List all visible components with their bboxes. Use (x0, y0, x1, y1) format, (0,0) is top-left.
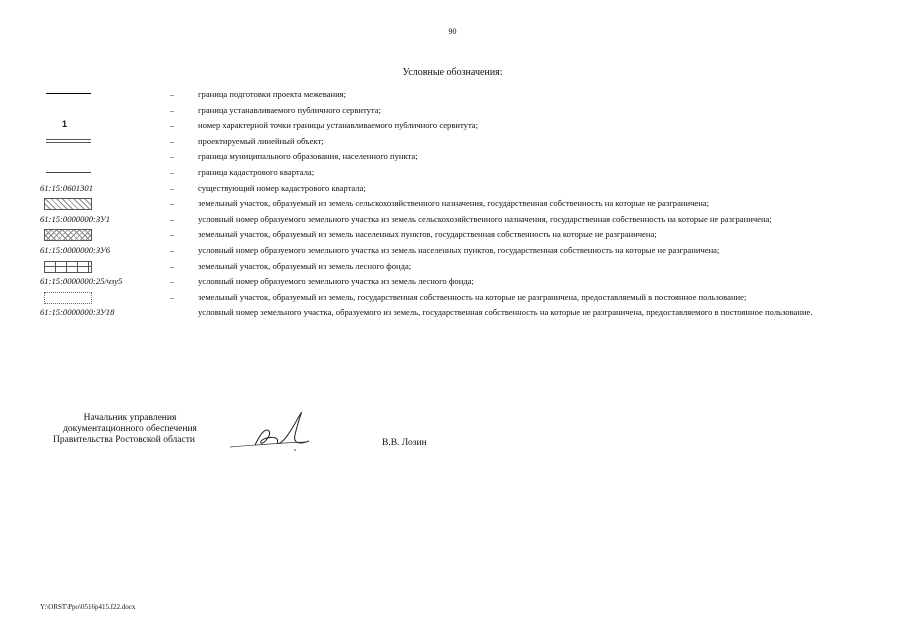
legend-dash: – (170, 166, 175, 177)
legend-item (40, 183, 860, 194)
legend-description: граница подготовки проекта межевания; (198, 89, 347, 99)
legend-symbol (40, 167, 170, 178)
legend-dash: – (170, 89, 175, 99)
legend-dash: – (170, 120, 175, 131)
legend-description: земельный участок, образуемый из земель населенных пунктов, государственная собственность на которые не разграничена; (198, 229, 657, 240)
double-line-icon (46, 139, 91, 143)
legend-list (40, 89, 860, 323)
legend-dash: – (170, 260, 175, 271)
legend-item (40, 292, 860, 303)
legend-code: 61:15:0000000:ЗУ1 (40, 213, 111, 224)
legend-item (40, 105, 860, 116)
footer-file-path: Y:\ORST\Ppo\0516p415.f22.docx (40, 603, 136, 611)
legend-dash: – (170, 135, 175, 146)
legend-dash: – (170, 291, 175, 302)
legend-item (40, 198, 860, 209)
legend-item (40, 229, 860, 240)
legend-description: условный номер образуемого земельного участка из земель лесного фонда; (198, 276, 474, 287)
legend-description: земельный участок, образуемый из земель лесного фонда; (198, 260, 412, 271)
signature-title-line: Правительства Ростовской области (53, 435, 195, 445)
thin-line-icon (46, 172, 91, 173)
legend-code: 61:15:0000000:ЗУ6 (40, 244, 111, 255)
legend-symbol (40, 261, 170, 272)
legend-dash: – (170, 182, 175, 193)
grid-hatch-icon (44, 261, 92, 273)
dotted-box-icon (44, 292, 92, 304)
legend-item (40, 214, 860, 225)
legend-dash: – (170, 244, 175, 255)
legend-symbol (40, 292, 170, 303)
handwritten-signature-icon (225, 405, 315, 455)
diagonal-hatch-icon (44, 198, 92, 210)
legend-item (40, 167, 860, 178)
legend-code: 61:15:0601301 (40, 182, 93, 193)
legend-description: существующий номер кадастрового квартала; (198, 182, 366, 193)
legend-item (40, 276, 860, 287)
legend-item (40, 307, 860, 318)
signature-title-line: документационного обеспечения (63, 424, 197, 434)
legend-description: граница кадастрового квартала; (198, 166, 315, 177)
legend-symbol (40, 136, 170, 147)
legend-dash: – (170, 151, 175, 162)
legend-symbol (40, 151, 170, 162)
legend-description: граница муниципального образования, населенного пункта; (198, 151, 418, 162)
point-number: 1 (62, 119, 68, 130)
legend-item (40, 151, 860, 162)
legend-dash: – (170, 104, 175, 115)
legend-description: проектируемый линейный объект; (198, 135, 324, 146)
legend-dash: – (170, 213, 175, 224)
legend-item (40, 136, 860, 147)
legend-item (40, 120, 860, 131)
page-number: 90 (448, 27, 457, 36)
legend-code: 61:15:0000000:25/чзу5 (40, 276, 123, 287)
legend-item (40, 245, 860, 256)
legend-symbol (40, 229, 170, 240)
legend-item (40, 89, 860, 100)
legend-symbol (40, 89, 170, 100)
legend-title: Условные обозначения: (402, 67, 503, 78)
legend-description: условный номер образуемого земельного участка из земель сельскохозяйственного назначения, государственная собственность на которые не разграничена; (198, 213, 772, 224)
legend-description: земельный участок, образуемый из земель, государственная собственность на которые не разграничена, предоставляемый в постоянное пользование; (198, 291, 747, 302)
legend-code: 61:15:0000000:ЗУ18 (40, 307, 115, 318)
legend-description: номер характерной точки границы устанавливаемого публичного сервитута; (198, 120, 479, 131)
signature-title-line: Начальник управления (83, 413, 177, 423)
legend-dash: – (170, 198, 175, 209)
legend-symbol (40, 120, 170, 131)
legend-symbol (40, 198, 170, 209)
legend-symbol (40, 105, 170, 116)
legend-item (40, 261, 860, 272)
thick-line-icon (46, 93, 91, 94)
legend-description: условный номер образуемого земельного участка из земель населенных пунктов, государственная собственность на которые не разграничена; (198, 244, 720, 255)
cross-hatch-icon (44, 229, 92, 241)
signature-title-block (40, 413, 220, 446)
legend-description: граница устанавливаемого публичного сервитута; (198, 104, 381, 115)
signer-name: В.В. Лозин (382, 438, 427, 448)
legend-dash: – (170, 229, 175, 240)
legend-description: земельный участок, образуемый из земель сельскохозяйственного назначения, государственная собственность на которые не разграничена; (198, 198, 710, 209)
legend-description: условный номер земельного участка, образуемого из земель, государственная собственность на которые не разграничена, предоставляемого в постоянное пользование. (198, 307, 813, 318)
legend-dash: – (170, 276, 175, 287)
